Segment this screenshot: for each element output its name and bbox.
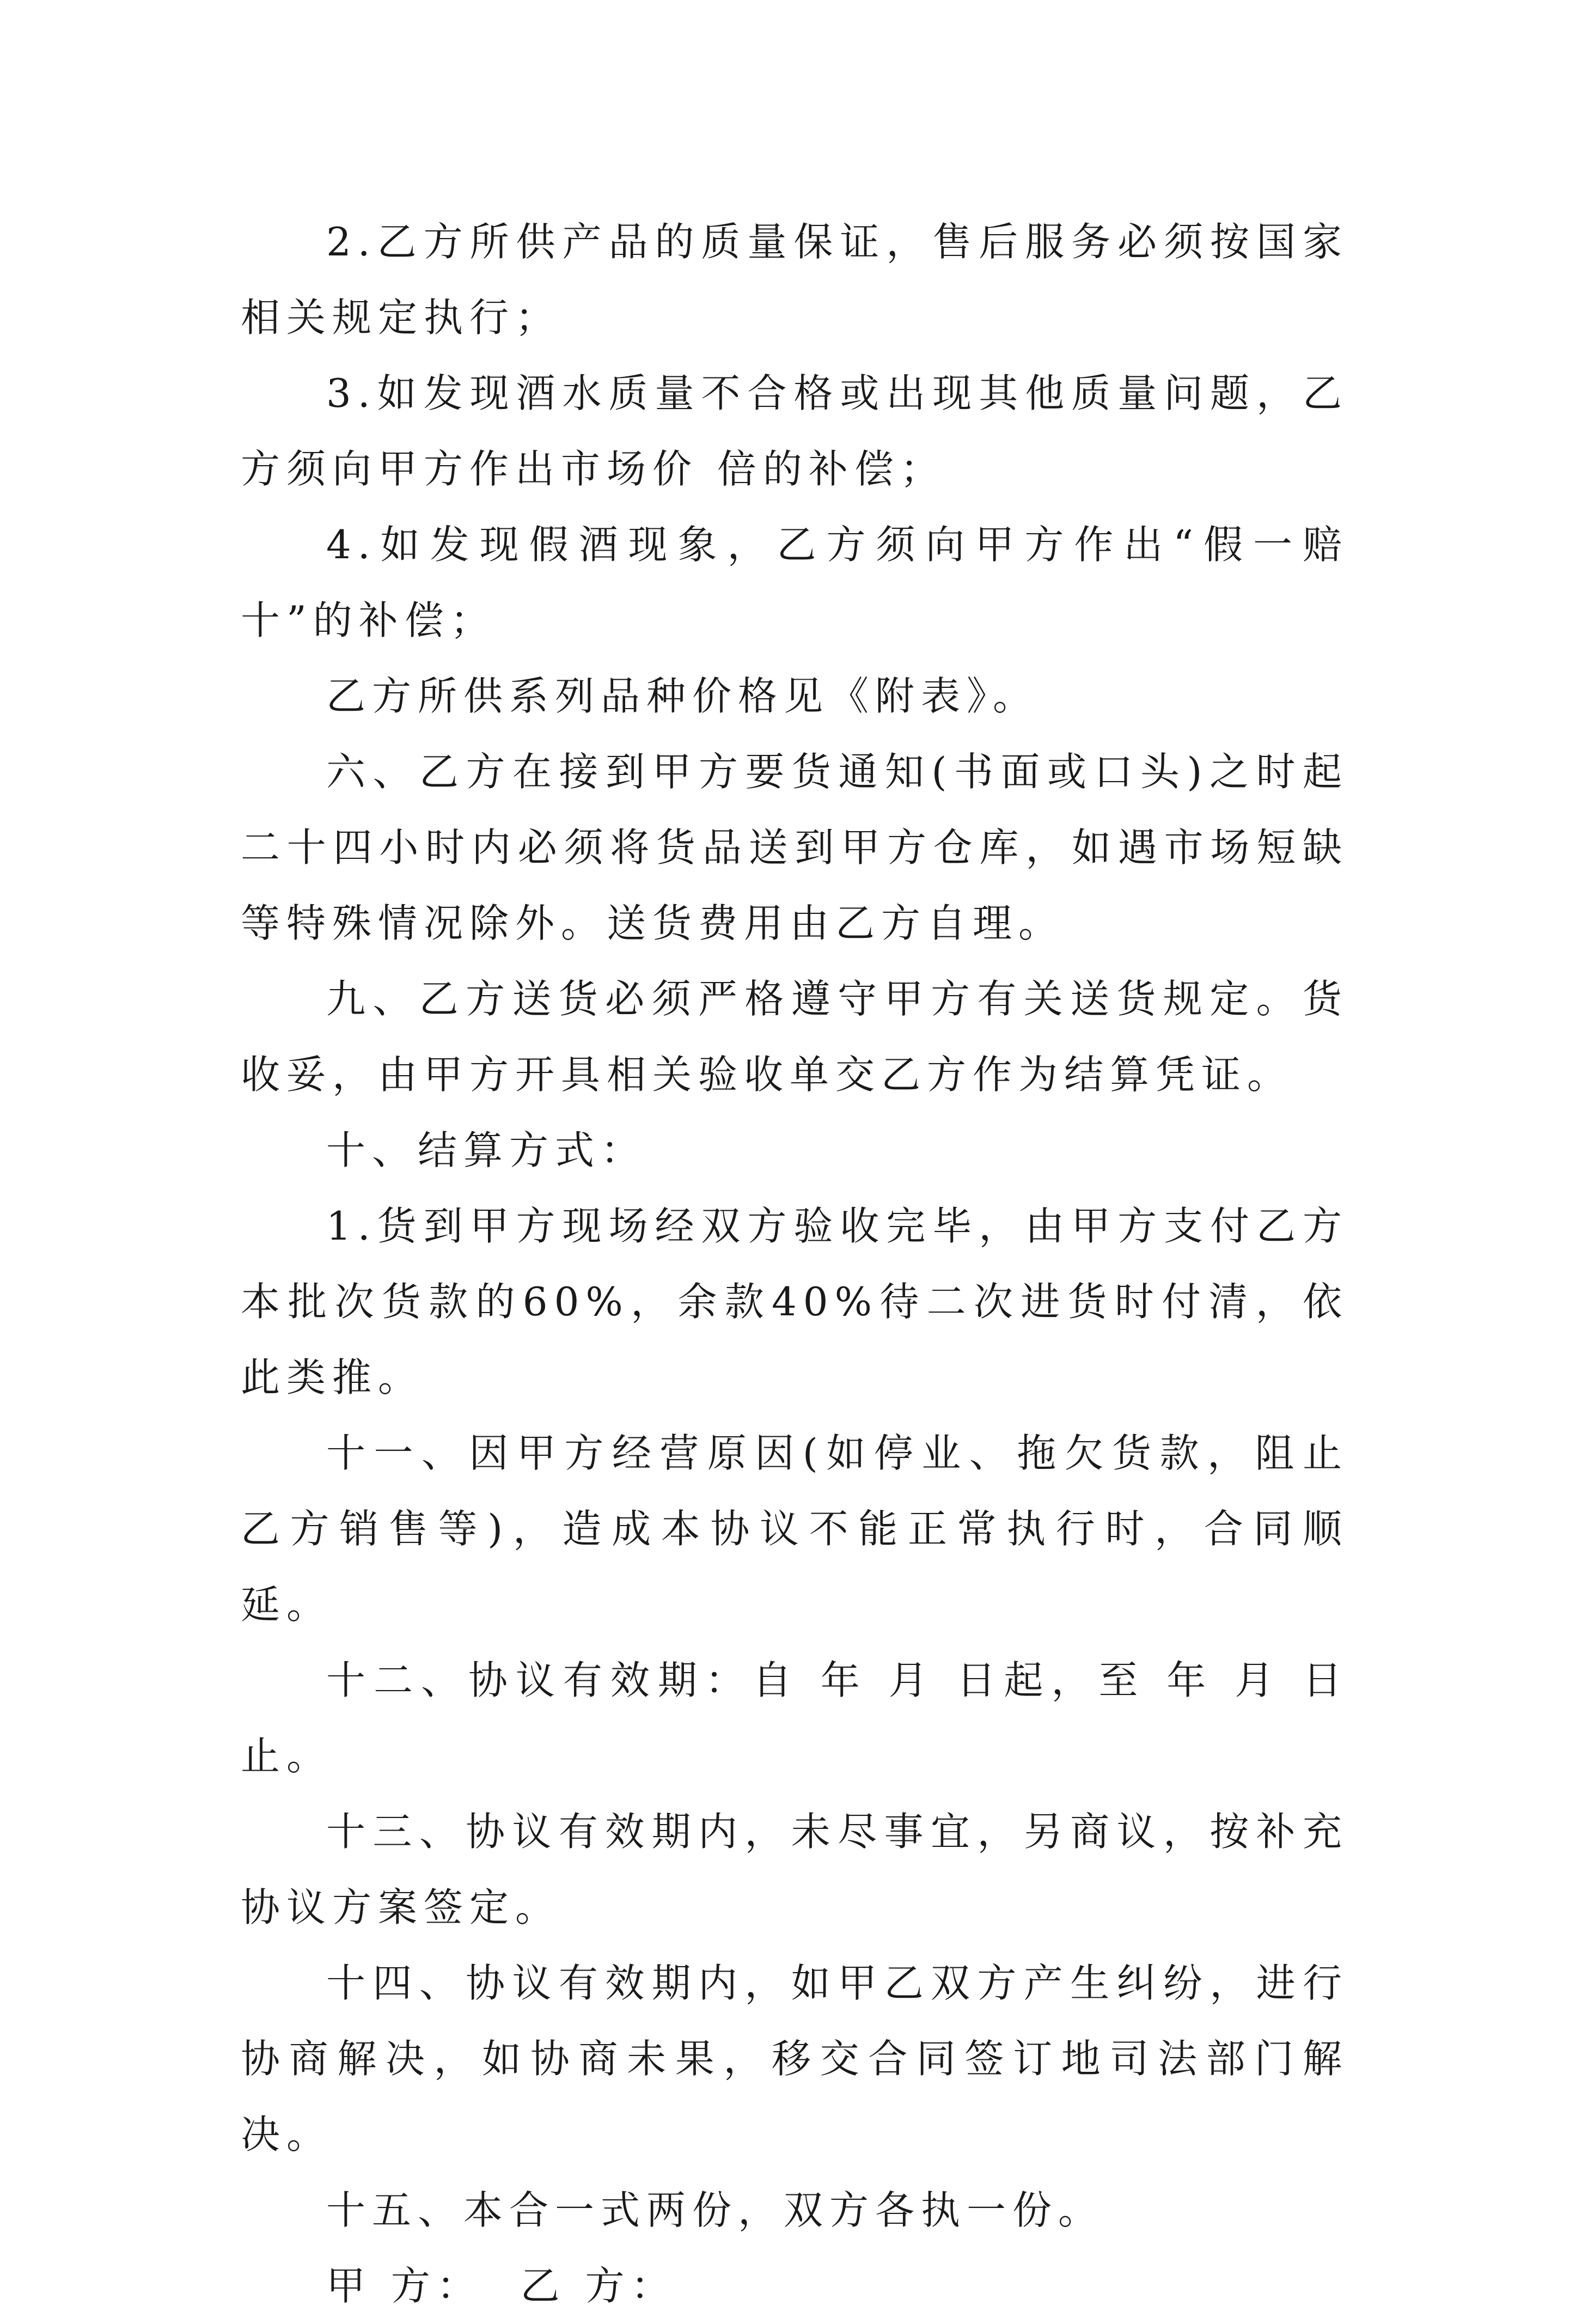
paragraph-settlement-terms: 1.货到甲方现场经双方验收完毕，由甲方支付乙方本批次货款的60%，余款40%待二次进货时付清，依此类推。: [241, 1203, 1348, 1400]
signature-line: 甲 方： 乙 方：: [326, 2263, 677, 2309]
paragraph-article-6-delivery: 六、乙方在接到甲方要货通知(书面或口头)之时起二十四小时内必须将货品送到甲方仓库，如遇市场短缺等特殊情况除外。送货费用由乙方自理。: [241, 749, 1348, 946]
paragraph-article-12-validity: 十二、协议有效期：自 年 月 日起，至 年 月 日止。: [241, 1657, 1348, 1779]
paragraph-clause-2-quality: 2.乙方所供产品的质量保证，售后服务必须按国家相关规定执行；: [241, 219, 1348, 340]
paragraph-article-13-supplement: 十三、协议有效期内，未尽事宜，另商议，按补充协议方案签定。: [241, 1809, 1348, 1930]
paragraph-article-10-settlement: 十、结算方式：: [326, 1127, 647, 1173]
paragraph-article-9-receipt: 九、乙方送货必须严格遵守甲方有关送货规定。货收妥，由甲方开具相关验收单交乙方作为结算凭证。: [241, 976, 1348, 1097]
paragraph-clause-4-counterfeit: 4.如发现假酒现象，乙方须向甲方作出“假一赔十”的补偿；: [241, 522, 1348, 643]
paragraph-article-11-extension: 十一、因甲方经营原因(如停业、拖欠货款，阻止乙方销售等)，造成本协议不能正常执行时，合同顺延。: [241, 1430, 1348, 1627]
paragraph-article-14-disputes: 十四、协议有效期内，如甲乙双方产生纠纷，进行协商解决，如协商未果，移交合同签订地司法部门解决。: [241, 1960, 1348, 2157]
paragraph-article-15-copies: 十五、本合一式两份，双方各执一份。: [326, 2187, 1104, 2233]
paragraph-price-list: 乙方所供系列品种价格见《附表》。: [326, 673, 1039, 719]
document-body: [241, 204, 1348, 2324]
paragraph-clause-3-compensation: 3.如发现酒水质量不合格或出现其他质量问题，乙方须向甲方作出市场价 倍的补偿；: [241, 370, 1348, 492]
